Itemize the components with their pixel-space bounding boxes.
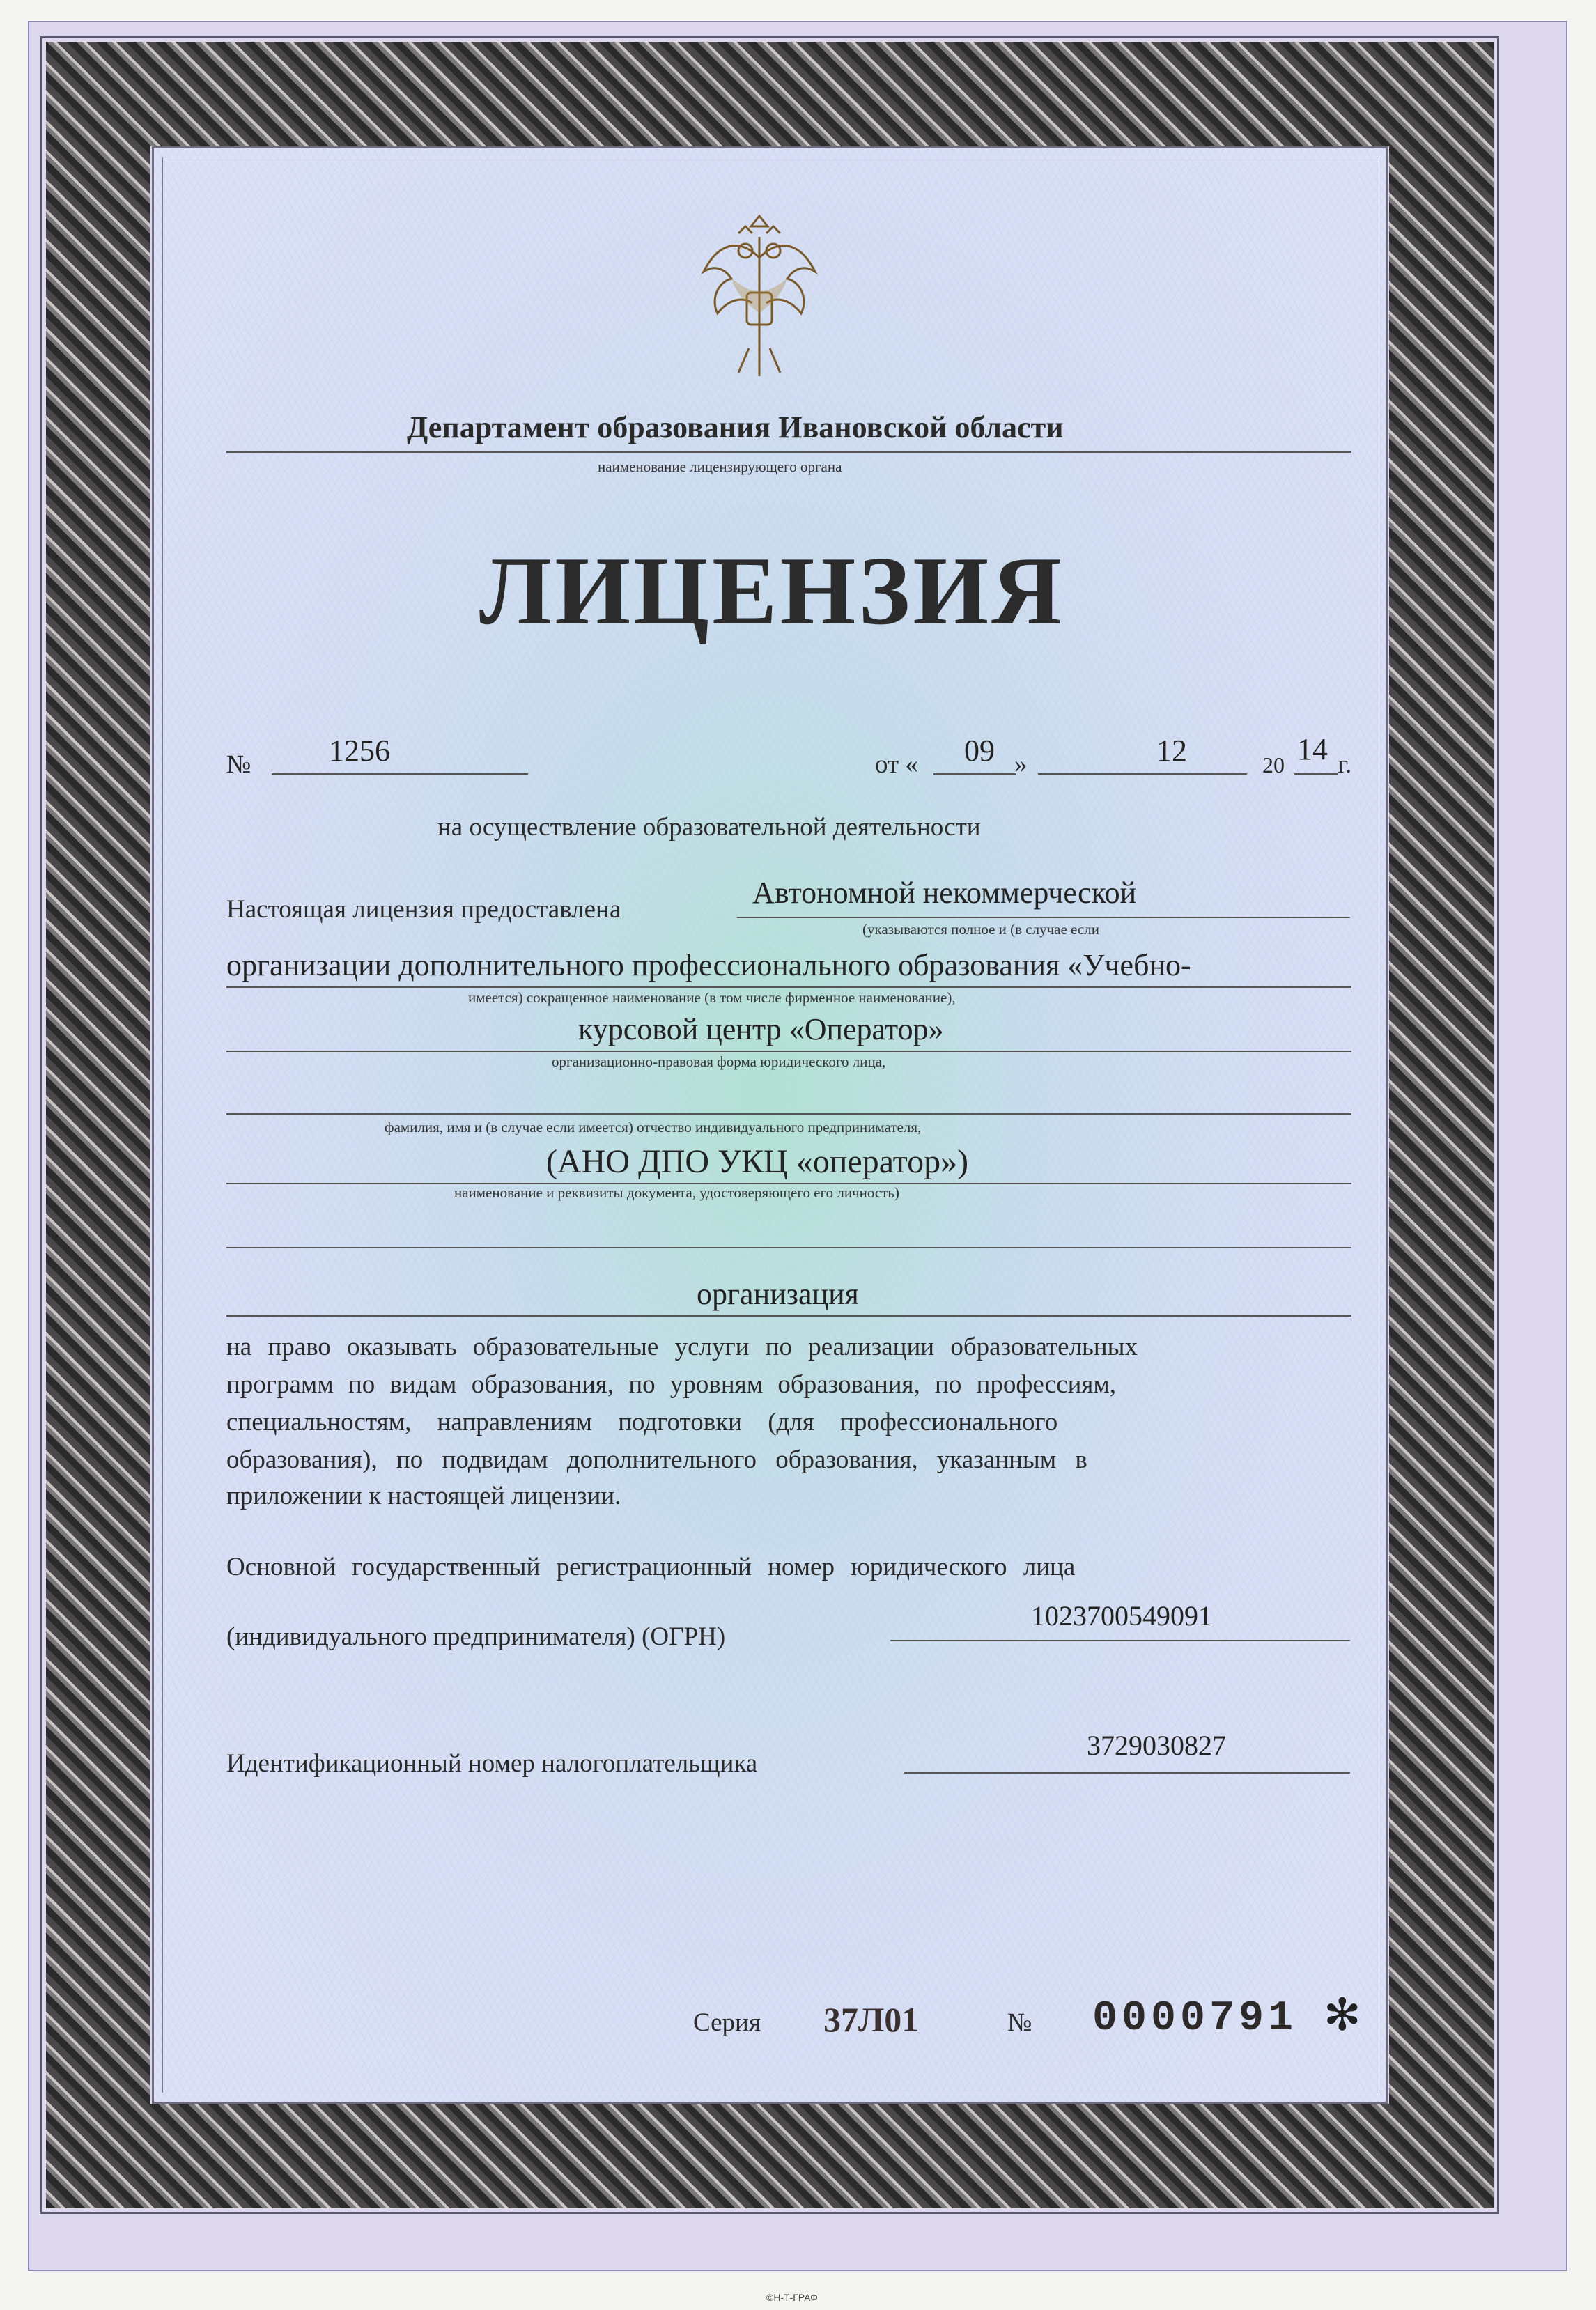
ogrn-value: 1023700549091	[1031, 1600, 1212, 1631]
inn-label: Идентификационный номер налогоплательщика	[226, 1749, 758, 1778]
licensee-line4-underline	[226, 1113, 1351, 1115]
coat-of-arms-emblem	[690, 209, 829, 383]
inn-underline	[904, 1772, 1350, 1774]
licensee-line2-underline	[226, 986, 1351, 988]
series-value: 37Л01	[823, 2000, 920, 2039]
series-label: Серия	[693, 2008, 761, 2037]
date-year-suffix: 14	[1297, 732, 1328, 766]
licensee-short-name: (АНО ДПО УКЦ «оператор»)	[546, 1143, 969, 1180]
licensee-line3: курсовой центр «Оператор»	[578, 1012, 944, 1046]
licensee-line1-underline	[737, 917, 1350, 918]
licensee-line1: Автономной некоммерческой	[752, 876, 1137, 910]
licensee-type: организация	[697, 1277, 859, 1311]
number-label: №	[226, 750, 251, 779]
authority-caption: наименование лицензирующего органа	[598, 458, 842, 475]
licensee-line6-underline	[226, 1247, 1351, 1248]
licensee-line7-underline	[226, 1315, 1351, 1317]
inn-value: 3729030827	[1087, 1730, 1226, 1761]
license-purpose: на осуществление образовательной деятельности	[437, 813, 981, 842]
date-close-quote: »	[1014, 750, 1028, 779]
licensee-caption5: наименование и реквизиты документа, удостоверяющего его личность)	[454, 1184, 899, 1201]
date-day: 09	[964, 734, 995, 768]
licensee-caption2: имеется) сокращенное наименование (в том числе фирменное наименование),	[468, 989, 956, 1006]
licensee-caption1: (указываются полное и (в случае если	[862, 921, 1099, 938]
body-text-line2: программ по видам образования, по уровням образования, по профессиям,	[226, 1370, 1117, 1399]
blank-number-label: №	[1007, 2008, 1032, 2037]
month-underline	[1038, 773, 1247, 775]
date-year-label: г.	[1338, 750, 1352, 779]
licensee-caption3: организационно-правовая форма юридического лица,	[552, 1053, 886, 1070]
document-title: ЛИЦЕНЗИЯ	[479, 537, 1065, 645]
printer-imprint: ©Н-Т-ГРАФ	[766, 2292, 818, 2303]
date-year-prefix: 20	[1262, 752, 1285, 777]
body-text-line3: специальностям, направлениям подготовки (для профессионального	[226, 1408, 1058, 1436]
body-text-line1: на право оказывать образовательные услуги по реализации образовательных	[226, 1333, 1138, 1361]
asterisk-mark-icon: ✻	[1324, 1990, 1361, 2040]
number-underline	[272, 773, 528, 775]
year-underline	[1294, 773, 1338, 775]
date-month: 12	[1156, 734, 1187, 768]
body-text-line5: приложении к настоящей лицензии.	[226, 1482, 621, 1510]
ogrn-underline	[890, 1640, 1350, 1641]
body-text-line4: образования), по подвидам дополнительного образования, указанным в	[226, 1445, 1087, 1474]
licensee-caption4: фамилия, имя и (в случае если имеется) отчество индивидуального предпринимателя,	[385, 1119, 922, 1135]
authority-underline	[226, 451, 1351, 453]
ogrn-label-line1: Основной государственный регистрационный номер юридического лица	[226, 1553, 1076, 1581]
ogrn-label-line2: (индивидуального предпринимателя) (ОГРН)	[226, 1622, 726, 1651]
date-from-label: от «	[875, 750, 918, 779]
licensee-line2: организации дополнительного профессионального образования «Учебно-	[226, 948, 1191, 982]
granted-label: Настоящая лицензия предоставлена	[226, 895, 621, 924]
blank-number: 0000791	[1092, 1995, 1298, 2042]
licensee-line3-underline	[226, 1051, 1351, 1052]
license-number: 1256	[329, 734, 390, 768]
day-underline	[933, 773, 1016, 775]
licensing-authority: Департамент образования Ивановской области	[407, 410, 1064, 444]
